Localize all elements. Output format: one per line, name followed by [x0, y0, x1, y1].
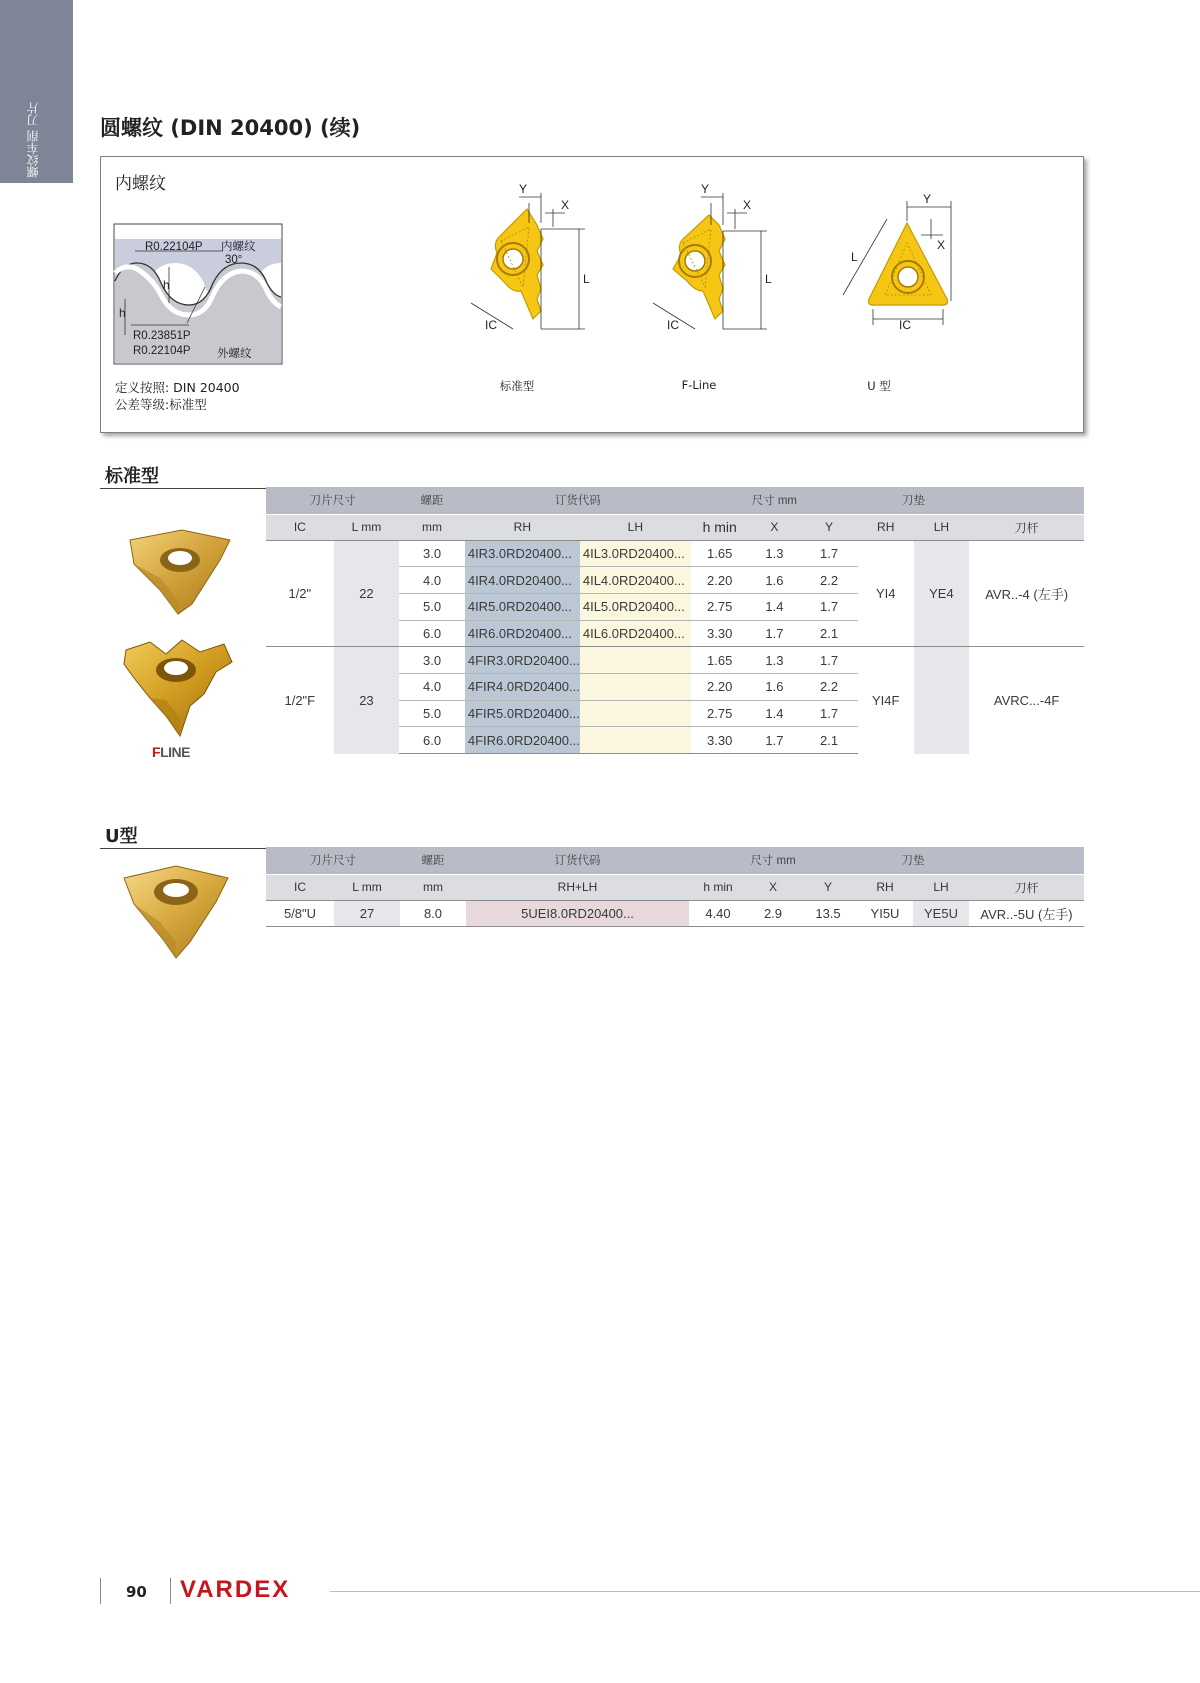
standard-table [266, 487, 1084, 754]
cell-x: 1.6 [749, 567, 801, 594]
u-group-header [266, 847, 1084, 874]
profile-label-r-mid: R0.23851P [133, 330, 191, 342]
cell-lh-code: 4IL6.0RD20400... [580, 620, 691, 647]
cell-y: 1.7 [800, 700, 858, 727]
col-lh: LH [580, 514, 691, 540]
fline-logo [152, 744, 190, 760]
table-row [266, 900, 1084, 927]
profile-label-inner: 内螺纹 [221, 239, 256, 253]
definition-note [115, 379, 240, 413]
col-rh-lh: RH+LH [466, 874, 689, 900]
intro-box [100, 156, 1084, 433]
definition-standard: 定义按照: DIN 20400 [115, 380, 240, 395]
cell-holder: AVR..-4 (左手) [969, 540, 1084, 647]
cell-pitch: 3.0 [399, 647, 465, 674]
cell-hmin: 1.65 [691, 647, 749, 674]
cell-rh-code: 4FIR6.0RD20400... [465, 727, 580, 754]
group-insert-size: 刀片尺寸 [266, 487, 399, 514]
cell-hmin: 3.30 [691, 727, 749, 754]
cell-shim-lh: YE5U [913, 900, 969, 927]
standard-insert-caption: 标准型 [499, 379, 535, 393]
std-dim-l: L [583, 272, 590, 286]
footer-line [330, 1591, 1200, 1592]
standard-section-rule [100, 488, 266, 489]
fline-insert-caption: F-Line [681, 378, 717, 392]
page-number: 90 [126, 1583, 147, 1601]
cell-x: 1.3 [749, 540, 801, 567]
cell-y: 2.1 [800, 620, 858, 647]
cell-hmin: 4.40 [689, 900, 747, 927]
cell-holder: AVRC...-4F [969, 647, 1084, 754]
fline-logo-rest: LINE [160, 744, 190, 760]
definition-tolerance: 公差等级:标准型 [115, 397, 207, 412]
table-row [266, 647, 1084, 674]
cell-x: 1.7 [749, 620, 801, 647]
cell-x: 1.7 [749, 727, 801, 754]
cell-x: 1.4 [749, 700, 801, 727]
group-shim: 刀垫 [858, 487, 969, 514]
std-dim-y: Y [519, 182, 528, 196]
col-pitch: mm [400, 874, 466, 900]
cell-pitch: 5.0 [399, 700, 465, 727]
col-hmin: h min [691, 514, 749, 540]
u-dim-y: Y [923, 192, 932, 206]
cell-ic: 1/2"F [266, 647, 334, 754]
cell-pitch: 5.0 [399, 593, 465, 620]
cell-shim-lh: YE4 [914, 540, 970, 647]
side-tab-label: 螺纹车削 刀片 [26, 102, 40, 178]
cell-rh-code: 4IR4.0RD20400... [465, 567, 580, 594]
footer-divider-right [170, 1578, 171, 1604]
col-rh: RH [465, 514, 580, 540]
cell-ic: 5/8"U [266, 900, 334, 927]
profile-label-outer: 外螺纹 [217, 346, 252, 360]
brand-logo: VARDEX [180, 1576, 291, 1603]
cell-y: 2.2 [800, 673, 858, 700]
std-dim-x: X [561, 198, 570, 212]
profile-label-r-top: R0.22104P [145, 241, 203, 253]
col-shim-rh: RH [858, 514, 914, 540]
fline-dim-l: L [765, 272, 772, 286]
fline-insert-photo [120, 636, 240, 740]
cell-ic: 1/2" [266, 540, 334, 647]
col-shim-lh: LH [913, 874, 969, 900]
fline-dim-ic: IC [667, 318, 679, 332]
cell-y: 1.7 [800, 540, 858, 567]
col-holder: 刀杆 [969, 874, 1084, 900]
cell-l: 27 [334, 900, 400, 927]
cell-rh-code: 4IR6.0RD20400... [465, 620, 580, 647]
fline-dim-x: X [743, 198, 752, 212]
group-pitch: 螺距 [400, 847, 466, 874]
side-tab [0, 0, 73, 183]
std-dim-ic: IC [485, 318, 497, 332]
footer-divider-left [100, 1578, 101, 1604]
col-shim-lh: LH [914, 514, 970, 540]
fline-dim-y: Y [701, 182, 710, 196]
cell-pitch: 4.0 [399, 673, 465, 700]
u-dim-ic: IC [899, 318, 911, 332]
u-insert-photo [120, 862, 240, 962]
u-dim-x: X [937, 238, 946, 252]
table-row [266, 540, 1084, 567]
u-insert-diagram [817, 179, 977, 344]
cell-rh-code: 4IR3.0RD20400... [465, 540, 580, 567]
col-x: X [749, 514, 801, 540]
group-order-code: 订货代码 [466, 847, 689, 874]
col-hmin: h min [689, 874, 747, 900]
cell-y: 1.7 [800, 647, 858, 674]
u-section-title: U型 [105, 826, 138, 847]
cell-pitch: 4.0 [399, 567, 465, 594]
group-order-code: 订货代码 [465, 487, 691, 514]
cell-rh-code: 4IR5.0RD20400... [465, 593, 580, 620]
group-dimensions: 尺寸 mm [689, 847, 857, 874]
u-column-header [266, 874, 1084, 900]
cell-x: 1.3 [749, 647, 801, 674]
cell-code: 5UEI8.0RD20400... [466, 900, 689, 927]
col-l: L mm [334, 514, 400, 540]
cell-hmin: 3.30 [691, 620, 749, 647]
col-x: X [747, 874, 799, 900]
group-insert-size: 刀片尺寸 [266, 847, 400, 874]
cell-rh-code: 4FIR4.0RD20400... [465, 673, 580, 700]
cell-l: 22 [334, 540, 400, 647]
cell-y: 2.1 [800, 727, 858, 754]
cell-x: 1.6 [749, 673, 801, 700]
cell-y: 2.2 [800, 567, 858, 594]
cell-hmin: 2.20 [691, 673, 749, 700]
profile-label-h-top: h [163, 278, 170, 292]
col-shim-rh: RH [857, 874, 913, 900]
cell-lh-code: 4IL4.0RD20400... [580, 567, 691, 594]
cell-shim-rh: YI4 [858, 540, 914, 647]
cell-pitch: 6.0 [399, 620, 465, 647]
standard-column-header [266, 514, 1084, 540]
cell-shim-rh: YI5U [857, 900, 913, 927]
col-y: Y [800, 514, 858, 540]
cell-hmin: 2.20 [691, 567, 749, 594]
u-table [266, 847, 1084, 927]
cell-shim-lh [914, 647, 970, 754]
cell-pitch: 8.0 [400, 900, 466, 927]
cell-lh-code [580, 727, 691, 754]
profile-label-angle: 30° [225, 254, 243, 266]
u-dim-l: L [851, 250, 858, 264]
cell-hmin: 2.75 [691, 700, 749, 727]
cell-l: 23 [334, 647, 400, 754]
cell-y: 13.5 [799, 900, 857, 927]
col-ic: IC [266, 874, 334, 900]
cell-rh-code: 4FIR3.0RD20400... [465, 647, 580, 674]
col-l: L mm [334, 874, 400, 900]
col-ic: IC [266, 514, 334, 540]
cell-x: 1.4 [749, 593, 801, 620]
u-insert-caption: U 型 [867, 379, 891, 393]
profile-label-h-left: h [119, 306, 126, 320]
col-holder: 刀杆 [969, 514, 1084, 540]
standard-insert-diagram [457, 179, 607, 344]
cell-rh-code: 4FIR5.0RD20400... [465, 700, 580, 727]
intro-heading: 内螺纹 [115, 174, 166, 194]
standard-section-title: 标准型 [105, 466, 159, 487]
group-pitch: 螺距 [399, 487, 465, 514]
fline-insert-diagram [639, 179, 789, 344]
standard-insert-photo [120, 520, 240, 620]
fline-logo-f: F [152, 744, 161, 760]
standard-group-header [266, 487, 1084, 514]
thread-profile-diagram [113, 223, 283, 365]
profile-label-r-bot: R0.22104P [133, 345, 191, 357]
cell-lh-code [580, 647, 691, 674]
cell-pitch: 6.0 [399, 727, 465, 754]
cell-lh-code: 4IL5.0RD20400... [580, 593, 691, 620]
cell-y: 1.7 [800, 593, 858, 620]
cell-lh-code: 4IL3.0RD20400... [580, 540, 691, 567]
cell-lh-code [580, 700, 691, 727]
cell-hmin: 2.75 [691, 593, 749, 620]
cell-pitch: 3.0 [399, 540, 465, 567]
group-shim: 刀垫 [857, 847, 969, 874]
group-dimensions: 尺寸 mm [691, 487, 858, 514]
cell-lh-code [580, 673, 691, 700]
cell-holder: AVR..-5U (左手) [969, 900, 1084, 927]
cell-hmin: 1.65 [691, 540, 749, 567]
page-title: 圆螺纹 (DIN 20400) (续) [100, 116, 361, 140]
u-section-rule [100, 848, 266, 849]
col-y: Y [799, 874, 857, 900]
col-pitch: mm [399, 514, 465, 540]
cell-shim-rh: YI4F [858, 647, 914, 754]
cell-x: 2.9 [747, 900, 799, 927]
